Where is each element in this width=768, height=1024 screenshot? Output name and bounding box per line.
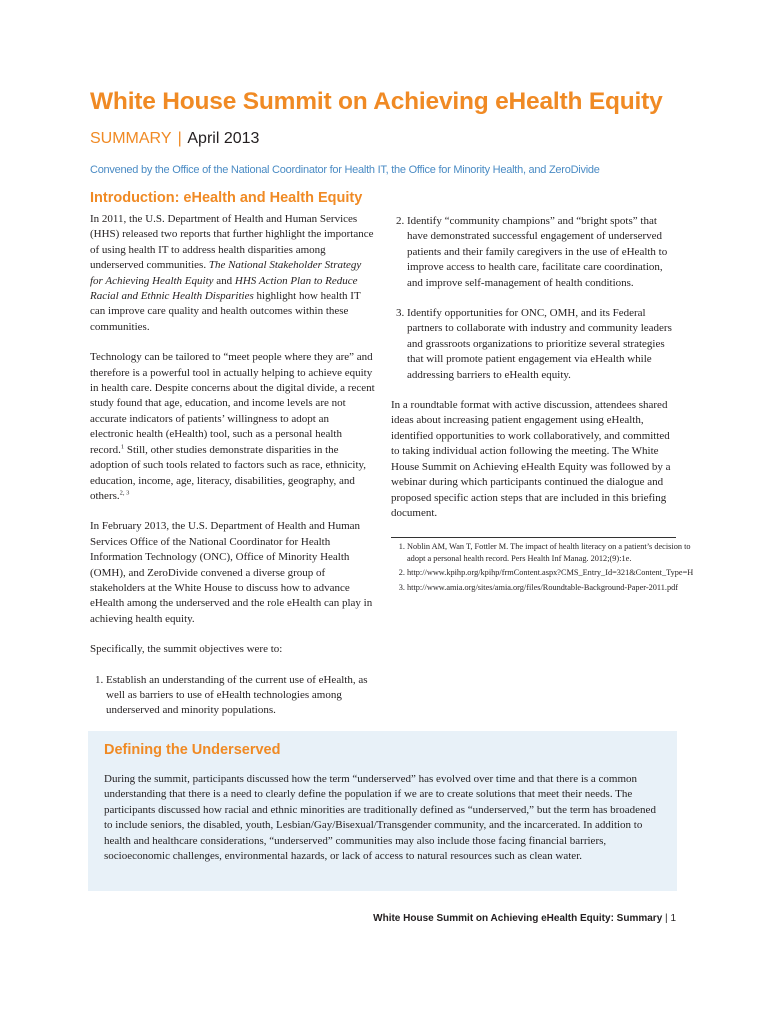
subtitle — [90, 130, 259, 148]
summary-label: SUMMARY — [90, 130, 172, 147]
page-title: White House Summit on Achieving eHealth Equity — [90, 88, 663, 115]
intro-paragraph-4: Specifically, the summit objectives were to: — [90, 643, 283, 656]
objective-item: 3. Identify opportunities for ONC, OMH, and its Federal partners to collaborate with industry and community leaders and grassroots organizations to prioritize several strategies that will promote patient engagement via eHealth while addressing barriers to eHealth equity. — [407, 306, 676, 383]
right-column — [391, 214, 676, 536]
footnote-3: 3. http://www.amia.org/sites/amia.org/files/Roundtable-Background-Paper-2011.pdf — [407, 582, 697, 594]
objective-item: 2. Identify “community champions” and “bright spots” that have demonstrated successful engagement of underserved patients and their family caregivers in the use of eHealth to improve access to health care, facilitate care coordination, and improve self-management of health conditions. — [407, 214, 676, 291]
footer-separator: | — [665, 913, 668, 924]
footnote-2: 2. http://www.kpihp.org/kpihp/frmContent.aspx?CMS_Entry_Id=321&Content_Type=H — [407, 567, 697, 579]
intro-paragraph-1: In 2011, the U.S. Department of Health and Human Services (HHS) released two reports that further highlight the importance of using health IT to address health disparities among underserved communities. The National Stakeholder Strategy for Achieving Health Equity and HHS Action Plan to Reduce Racial and Ethnic Health Disparities highlight how health IT can improve care quality and health outcomes within these communities. — [90, 213, 374, 333]
strategy-title: The National Stakeholder Strategy for Achieving Health Equity — [90, 259, 362, 287]
footnote-divider — [391, 537, 676, 538]
footnote-ref-2-3: 2, 3 — [119, 489, 130, 497]
page-footer — [373, 913, 676, 924]
objectives-list-part-2 — [391, 214, 676, 383]
footnotes — [391, 541, 697, 596]
action-plan-title: HHS Action Plan to Reduce Racial and Ethnic Health Disparities — [90, 274, 358, 303]
convened-by-line: Convened by the Office of the National Coordinator for Health IT, the Office for Minority Health, and ZeroDivide — [90, 164, 600, 176]
intro-paragraph-5: In a roundtable format with active discussion, attendees shared ideas about increasing patient engagement using eHealth, identified opportunities to work collaboratively, and committed to taking individual action following the meeting. The White House Summit on Achieving eHealth Equity was followed by a webinar during which participants continued the dialogue and proposed specific action steps that are included in this briefing document. — [391, 399, 671, 519]
footnote-ref-1: 1 — [120, 443, 125, 451]
objectives-list-part-1 — [90, 673, 375, 719]
footnote-1: 1. Noblin AM, Wan T, Fottler M. The impact of health literacy on a patient’s decision to adopt a personal health record. Pers Health Inf Manag. 2012;(9):1e. — [407, 541, 697, 564]
subtitle-date: April 2013 — [187, 130, 260, 147]
underserved-heading: Defining the Underserved — [104, 742, 281, 758]
intro-paragraph-3: In February 2013, the U.S. Department of Health and Human Services Office of the National Coordinator for Health Information Technology (ONC), Office of Minority Health (OMH), and ZeroDivide convened a diverse group of stakeholders at the White House to discuss how to advance eHealth among the underserved and the role eHealth can play in achieving health equity. — [90, 520, 373, 625]
left-column — [90, 212, 375, 734]
intro-heading: Introduction: eHealth and Health Equity — [90, 190, 363, 206]
page-number: 1 — [670, 913, 676, 924]
subtitle-separator: | — [177, 130, 182, 147]
footer-title: White House Summit on Achieving eHealth Equity: Summary — [373, 913, 663, 924]
objective-item: 1. Establish an understanding of the current use of eHealth, as well as barriers to use of eHealth technologies among underserved and minority populations. — [106, 673, 375, 719]
intro-paragraph-2: Technology can be tailored to “meet people where they are” and therefore is a powerful tool in actually helping to achieve equity in health care. Despite concerns about the digital divide, a recent study found that age, education, and income levels are not accurate indicators of patients’ willingness to adopt an electronic health (eHealth) tool, such as a personal health record.$^1$ Still, other studies demonstrate disparities in the adoption of such tools related to factors such as race, ethnicity, education, income, age, literacy, disabilities, geography, and others.$^{2, 3}$ — [90, 351, 375, 502]
underserved-body: During the summit, participants discussed how the term “underserved” has evolved over time and that there is a common understanding that there is a need to clearly define the population if we are to create solutions that meet their needs. The participants discussed how racial and ethnic minorities are traditionally defined as “underserved,” but the term has broadened to include seniors, the disabled, youth, Lesbian/Gay/Bisexual/Transgender community, and the incarcerated. In addition to health and healthcare considerations, “underserved” communities may also include those facing financial barriers, socioeconomic challenges, environmental hazards, or lack of access to natural resources such as clean water. — [104, 773, 656, 863]
